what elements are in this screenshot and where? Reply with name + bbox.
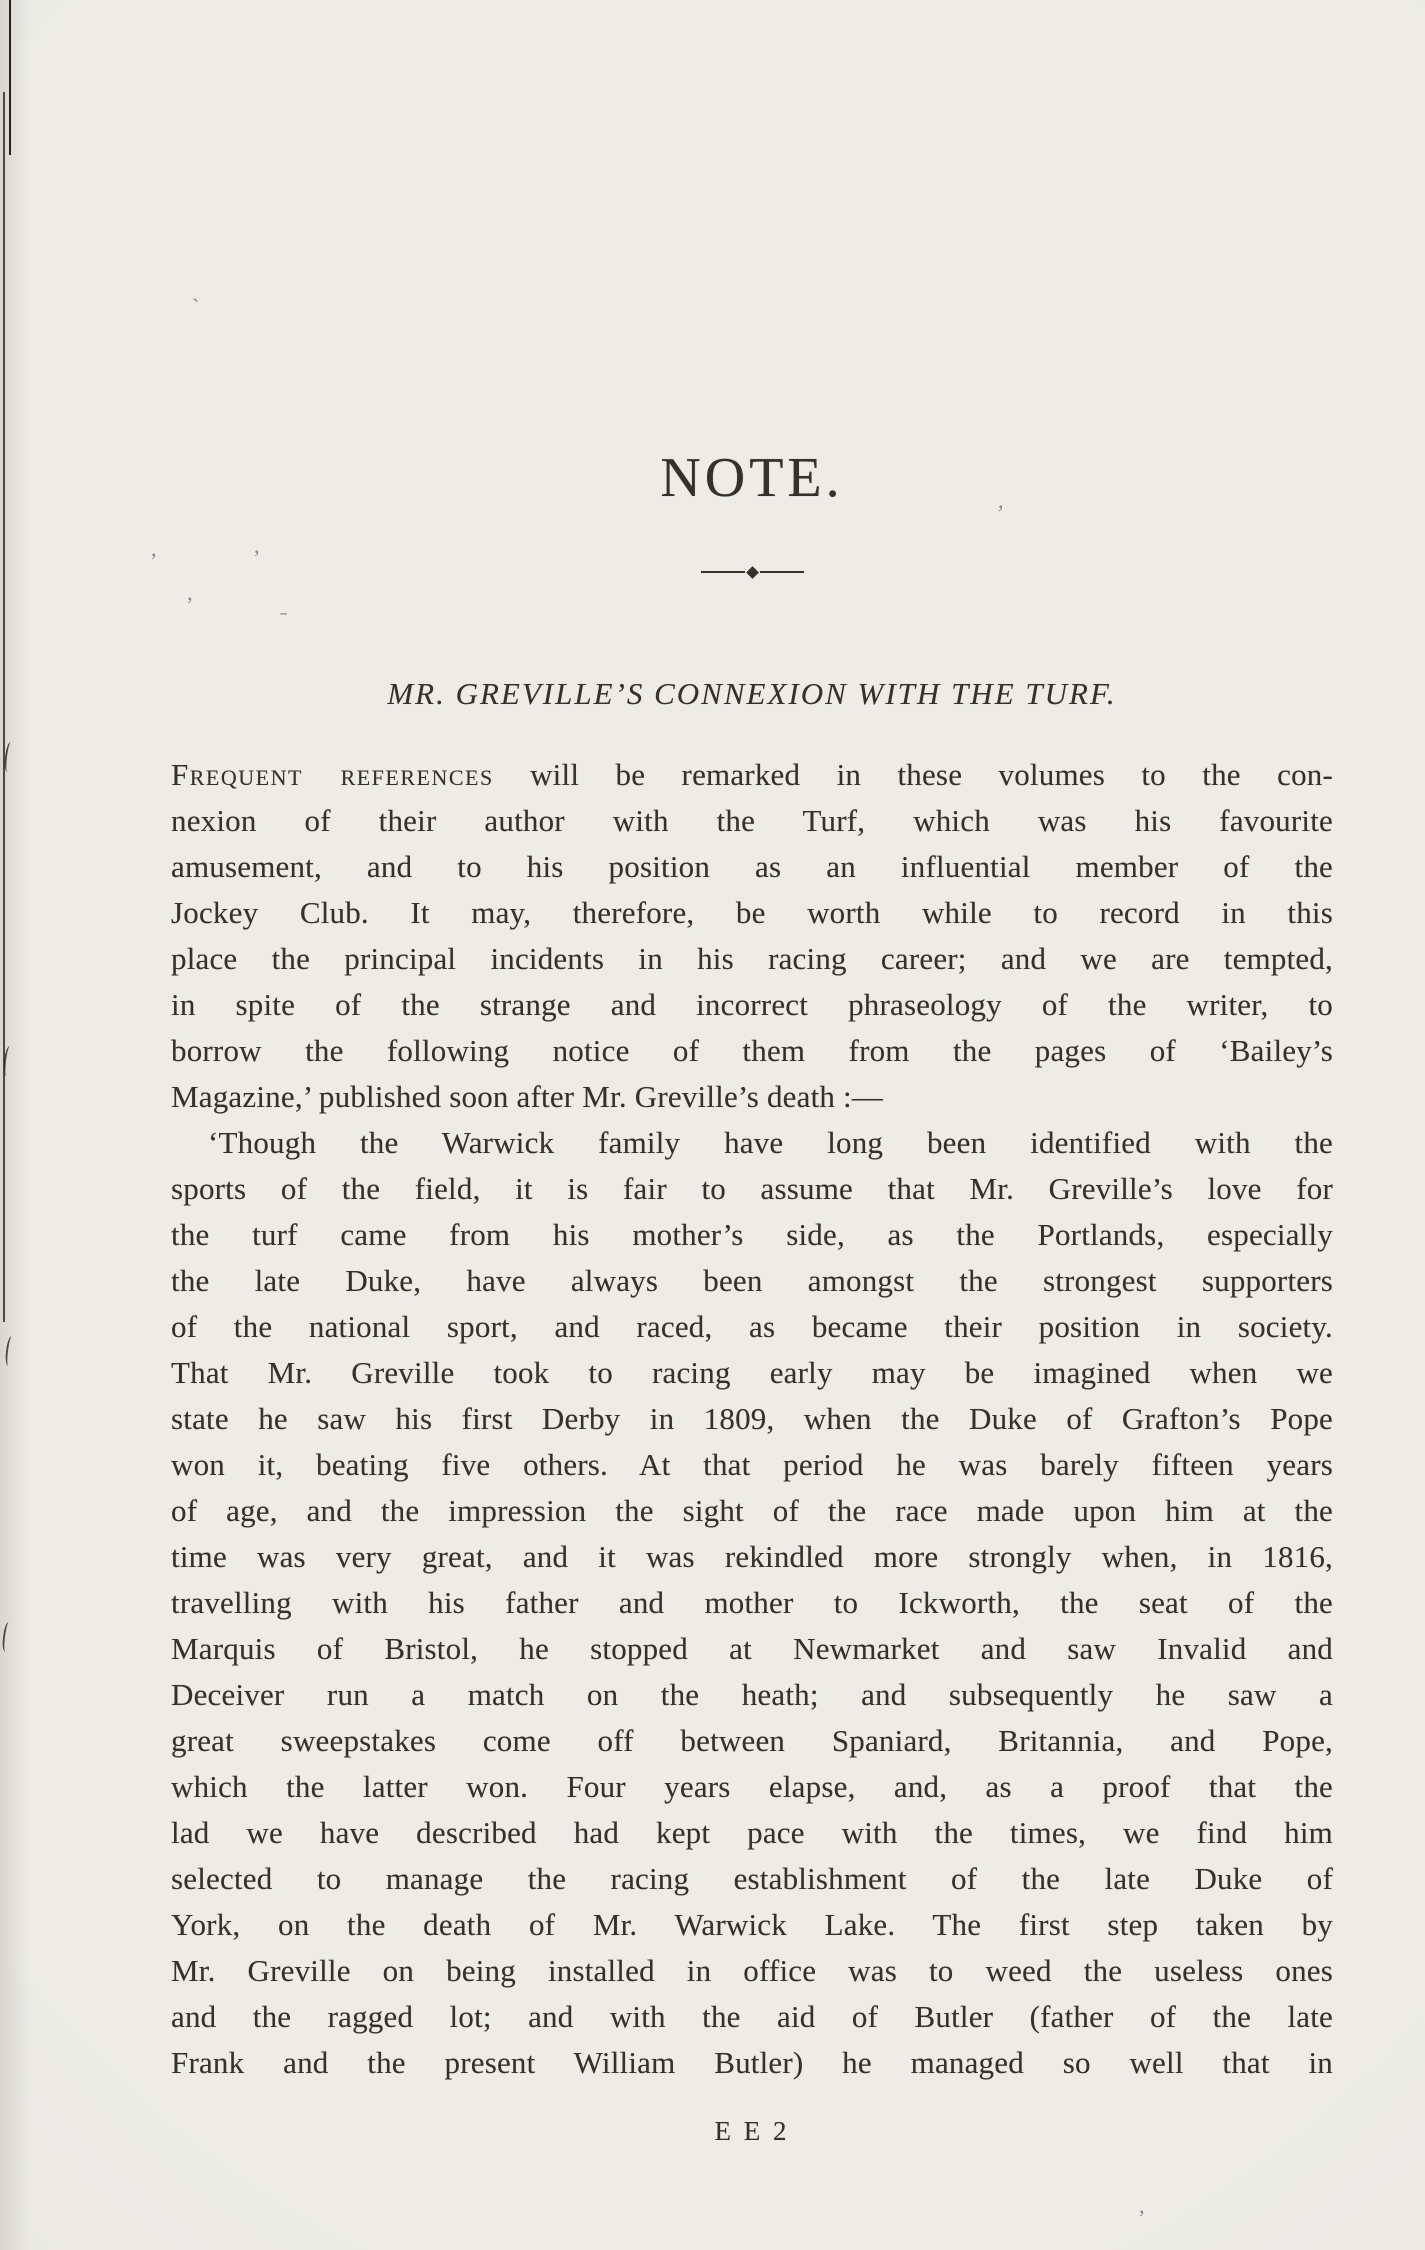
text-line: great sweepstakes come off between Spaniard, Britannia, and Pope,	[171, 1723, 1333, 1758]
text-line: time was very great, and it was rekindled more strongly when, in 1816,	[171, 1539, 1333, 1574]
lead-in-smallcaps: Frequent references	[171, 757, 494, 792]
text-line: travelling with his father and mother to Ickworth, the seat of the	[171, 1585, 1333, 1620]
text-line: borrow the following notice of them from the pages of ‘Bailey’s	[171, 1033, 1333, 1068]
lead-in-rest: will be remarked in these volumes to the con-	[493, 757, 1333, 792]
text-line: of age, and the impression the sight of the race made upon him at the	[171, 1493, 1333, 1528]
signature-mark: E E 2	[714, 2116, 790, 2146]
text-line: the late Duke, have always been amongst the strongest supporters	[171, 1263, 1333, 1298]
text-line: in spite of the strange and incorrect phraseology of the writer, to	[171, 987, 1333, 1022]
text-line: sports of the field, it is fair to assume that Mr. Greville’s love for	[171, 1171, 1333, 1206]
paragraph-2-lines	[171, 1120, 1333, 2086]
text-line: That Mr. Greville took to racing early may be imagined when we	[171, 1355, 1333, 1390]
text-line: Deceiver run a match on the heath; and subsequently he saw a	[171, 1677, 1333, 1712]
text-line: Jockey Club. It may, therefore, be worth while to record in this	[171, 895, 1333, 930]
binding-artifact-line	[3, 92, 5, 1322]
text-line: won it, beating five others. At that period he was barely fifteen years	[171, 1447, 1333, 1482]
text-line: York, on the death of Mr. Warwick Lake. The first step taken by	[171, 1907, 1333, 1942]
text-line: selected to manage the racing establishment of the late Duke of	[171, 1861, 1333, 1896]
scan-speck: ˗	[280, 598, 288, 623]
scan-speck: ’	[253, 545, 261, 570]
paragraph-1-lines	[171, 798, 1333, 1120]
scan-speck: ’	[186, 592, 194, 617]
binding-artifact-tick	[4, 1336, 16, 1367]
section-heading: MR. GREVILLE’S CONNEXION WITH THE TURF.	[387, 676, 1117, 711]
text-line: Mr. Greville on being installed in office was to weed the useless ones	[171, 1953, 1333, 1988]
divider-diamond-icon	[746, 566, 759, 579]
page-title: NOTE.	[660, 447, 844, 509]
paragraph-2	[171, 1120, 1333, 2086]
binding-artifact-tick	[1, 1622, 13, 1653]
binding-artifact-line	[9, 0, 11, 155]
text-line: nexion of their author with the Turf, which was his favourite	[171, 803, 1333, 838]
paragraph-1	[171, 752, 1333, 1120]
text-line: Marquis of Bristol, he stopped at Newmarket and saw Invalid and	[171, 1631, 1333, 1666]
body-text	[171, 752, 1333, 2086]
divider-rule-left	[701, 571, 745, 573]
scan-speck: ’	[150, 548, 158, 573]
scan-speck: ,	[998, 488, 1004, 513]
text-line: ‘Though the Warwick family have long been identified with the	[208, 1125, 1333, 1160]
divider-rule-right	[760, 571, 804, 573]
text-line: which the latter won. Four years elapse, and, as a proof that the	[171, 1769, 1333, 1804]
text-line: state he saw his first Derby in 1809, when the Duke of Grafton’s Pope	[171, 1401, 1333, 1436]
scan-speck: ’	[1138, 2205, 1146, 2230]
text-line: lad we have described had kept pace with the times, we find him	[171, 1815, 1333, 1850]
text-line: amusement, and to his position as an influential member of the	[171, 849, 1333, 884]
text-line: Magazine,’ published soon after Mr. Greville’s death :—	[171, 1079, 884, 1114]
text-line	[171, 752, 1333, 798]
scan-speck: ˋ	[192, 294, 200, 319]
section-divider-ornament	[171, 566, 1333, 578]
text-line: the turf came from his mother’s side, as the Portlands, especially	[171, 1217, 1333, 1252]
text-line: of the national sport, and raced, as became their position in society.	[171, 1309, 1333, 1344]
text-line: place the principal incidents in his racing career; and we are tempted,	[171, 941, 1333, 976]
text-line: Frank and the present William Butler) he managed so well that in	[171, 2045, 1333, 2080]
text-line: and the ragged lot; and with the aid of Butler (father of the late	[171, 1999, 1333, 2034]
